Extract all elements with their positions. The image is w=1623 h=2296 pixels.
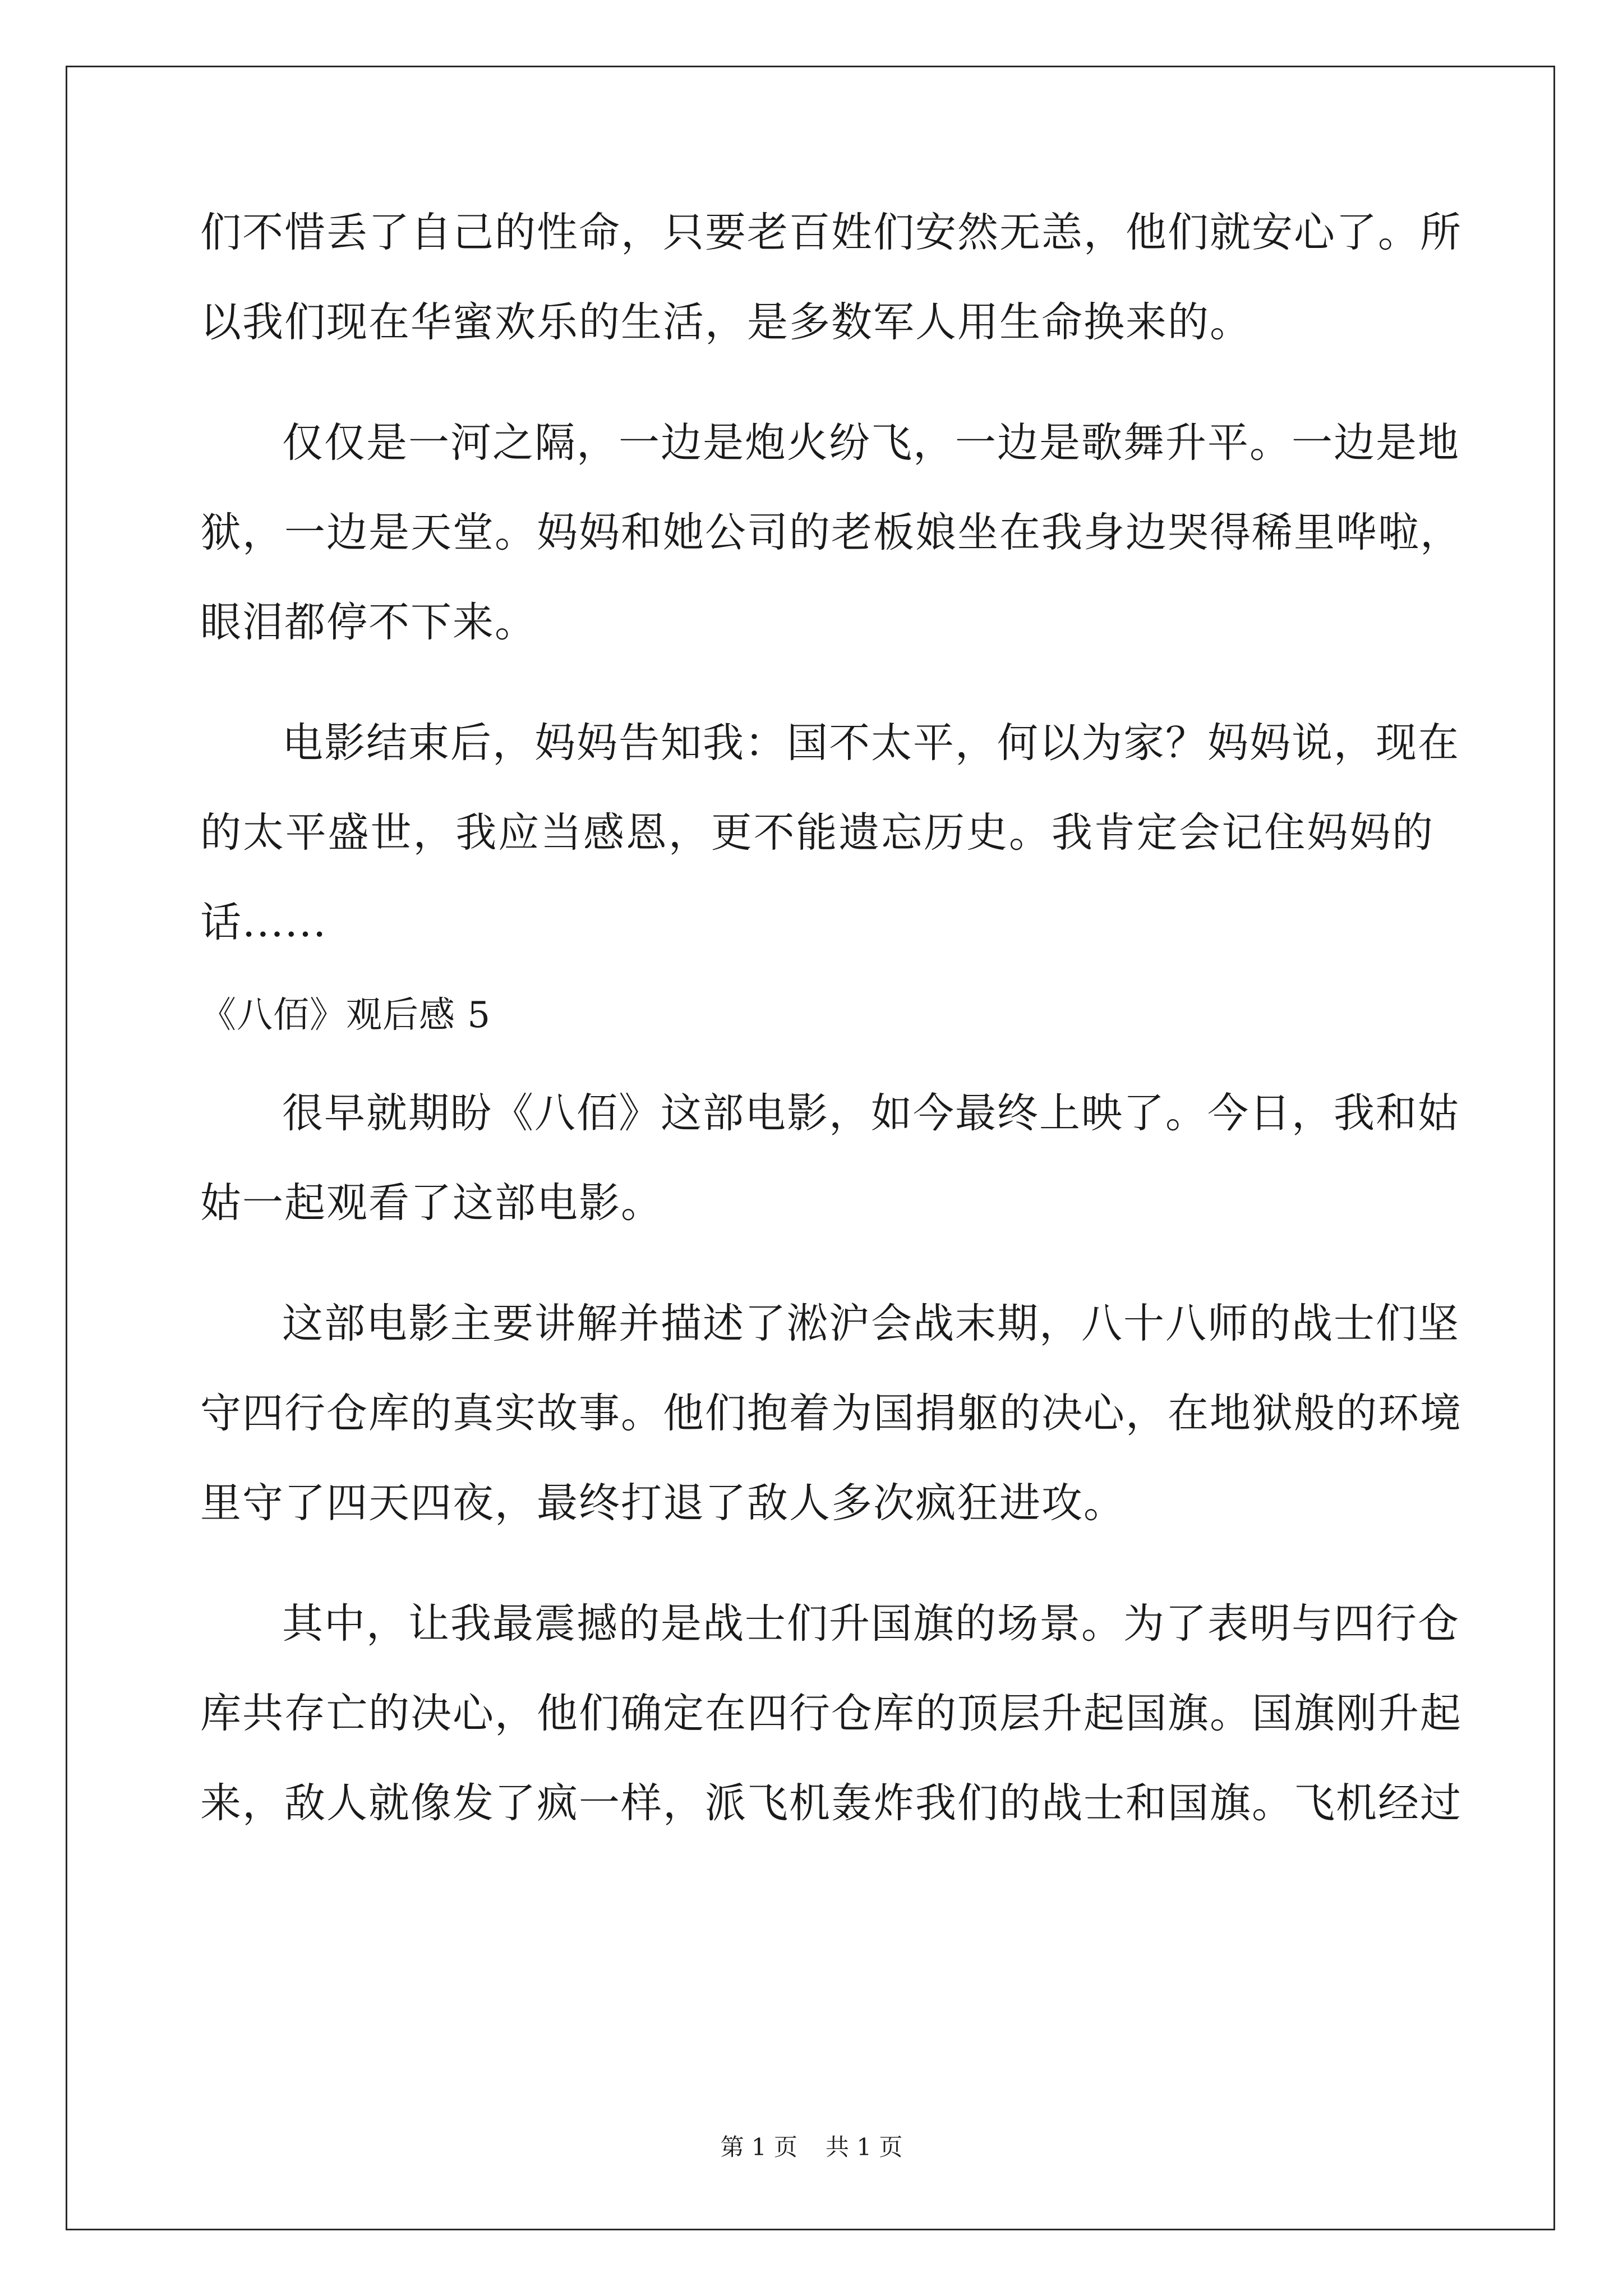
paragraph-line: 来，敌人就像发了疯一样，派飞机轰炸我们的战士和国旗。飞机经过	[200, 1779, 1462, 1827]
paragraph-line: 库共存亡的决心，他们确定在四行仓库的顶层升起国旗。国旗刚升起	[200, 1690, 1462, 1737]
paragraph-line: 以我们现在华蜜欢乐的生活，是多数军人用生命换来的。	[200, 298, 1252, 346]
paragraph-line: 眼泪都停不下来。	[200, 599, 537, 646]
paragraph-line: 很早就期盼《八佰》这部电影，如今最终上映了。今日，我和姑	[282, 1089, 1460, 1137]
paragraph-line: 仅仅是一河之隔，一边是炮火纷飞，一边是歌舞升平。一边是地	[282, 419, 1460, 467]
paragraph-line: 狱，一边是天堂。妈妈和她公司的老板娘坐在我身边哭得稀里哗啦，	[200, 509, 1462, 556]
paragraph-line: 话......	[200, 899, 328, 946]
page-footer	[0, 2131, 1623, 2164]
paragraph-line: 姑一起观看了这部电影。	[200, 1179, 663, 1227]
paragraph-line: 其中，让我最震撼的是战士们升国旗的场景。为了表明与四行仓	[282, 1600, 1460, 1648]
page-number: 第 1 页	[720, 2133, 797, 2161]
page-total: 共 1 页	[826, 2133, 903, 2161]
section-heading: 《八佰》观后感 5	[200, 995, 491, 1036]
page-border	[66, 66, 1555, 2230]
paragraph-line: 的太平盛世，我应当感恩，更不能遗忘历史。我肯定会记住妈妈的	[200, 809, 1434, 857]
paragraph-line: 电影结束后，妈妈告知我：国不太平，何以为家？妈妈说，现在	[282, 719, 1460, 767]
paragraph-line: 守四行仓库的真实故事。他们抱着为国捐躯的决心，在地狱般的环境	[200, 1389, 1462, 1437]
paragraph-line: 们不惜丢了自己的性命，只要老百姓们安然无恙，他们就安心了。所	[200, 209, 1462, 256]
paragraph-line: 这部电影主要讲解并描述了淞沪会战末期，八十八师的战士们坚	[282, 1300, 1460, 1347]
paragraph-line: 里守了四天四夜，最终打退了敌人多次疯狂进攻。	[200, 1479, 1126, 1527]
